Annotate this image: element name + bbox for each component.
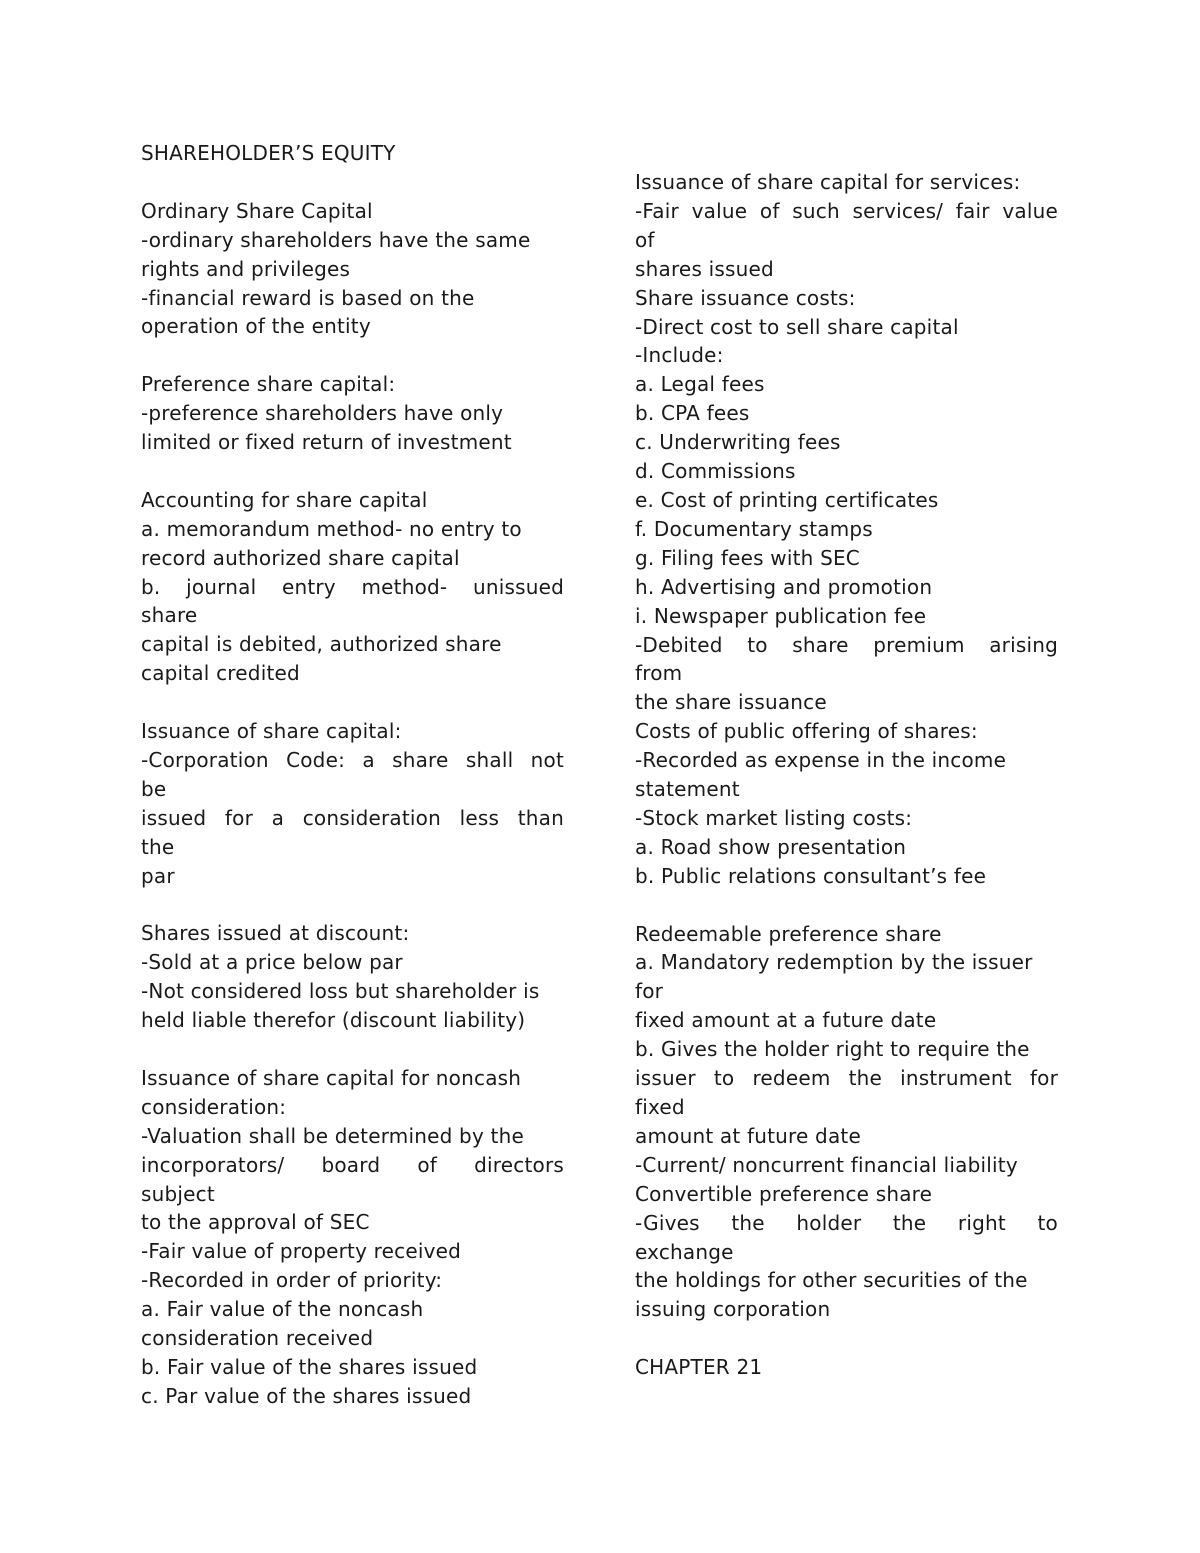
text-line: a. Legal fees [635, 372, 765, 397]
text-line: a. Mandatory redemption by the issuer [635, 950, 1033, 975]
text-line: capital is debited, authorized share [141, 632, 502, 657]
text-line: from [635, 661, 683, 686]
text-line: -ordinary shareholders have the same [141, 227, 531, 252]
text-line: operation of the entity [141, 314, 371, 339]
text-line: CHAPTER 21 [635, 1355, 763, 1380]
text-line: b. Fair value of the shares issued [141, 1354, 478, 1379]
text-line: held liable therefor (discount liability) [141, 1008, 526, 1033]
blank-line [141, 1035, 564, 1064]
text-line: capital credited [141, 661, 300, 686]
text-line: the share issuance [635, 690, 827, 715]
text-line: shares issued [635, 256, 774, 281]
text-line: -Sold at a price below par [141, 950, 403, 975]
text-line: -Not considered loss but shareholder is [141, 979, 540, 1004]
text-line: amount at future date [635, 1123, 861, 1148]
text-line: f. Documentary stamps [635, 516, 873, 541]
text-line: fixed [635, 1094, 685, 1119]
text-line: a. Road show presentation [635, 834, 907, 859]
text-line: b. Public relations consultant’s fee [635, 863, 987, 888]
text-line: be [141, 776, 167, 801]
text-line: incorporators/ board of directors [141, 1152, 564, 1177]
text-line: Shares issued at discount: [141, 921, 410, 946]
text-line: -Current/ noncurrent financial liability [635, 1152, 1018, 1177]
text-line: -Include: [635, 343, 724, 368]
text-line: issuer to redeem the instrument for [635, 1066, 1058, 1091]
text-line: limited or fixed return of investment [141, 430, 512, 455]
text-line: -preference shareholders have only [141, 401, 504, 426]
text-line: Convertible preference share [635, 1181, 933, 1206]
text-line: statement [635, 777, 740, 802]
text-line: -Fair value of such services/ fair value [635, 198, 1058, 223]
blank-line [635, 891, 1058, 920]
text-line: fixed amount at a future date [635, 1008, 937, 1033]
text-line: -Corporation Code: a share shall not [141, 747, 564, 772]
text-line: issued for a consideration less than [141, 805, 564, 830]
text-line: i. Newspaper publication fee [635, 603, 927, 628]
text-line: Issuance of share capital for noncash [141, 1065, 522, 1090]
text-line: Ordinary Share Capital [141, 198, 373, 223]
text-line: Costs of public offering of shares: [635, 719, 978, 744]
text-line: for [635, 979, 664, 1004]
text-line: b. journal entry method- unissued [141, 574, 564, 599]
text-line: -Debited to share premium arising [635, 632, 1058, 657]
text-line: par [141, 863, 175, 888]
text-line: -Stock market listing costs: [635, 805, 913, 830]
text-line: a. Fair value of the noncash [141, 1297, 424, 1322]
right-text-column [635, 168, 1058, 1382]
text-line: rights and privileges [141, 256, 351, 281]
text-line: b. Gives the holder right to require the [635, 1037, 1030, 1062]
text-line: g. Filing fees with SEC [635, 545, 860, 570]
text-line: -Gives the holder the right to [635, 1210, 1058, 1235]
blank-line [141, 457, 564, 486]
blank-line [141, 341, 564, 370]
blank-line [141, 891, 564, 920]
text-line: a. memorandum method- no entry to [141, 516, 522, 541]
text-line: Share issuance costs: [635, 285, 856, 310]
text-line: -Fair value of property received [141, 1239, 462, 1264]
text-line: -Valuation shall be determined by the [141, 1123, 524, 1148]
blank-line [635, 1324, 1058, 1353]
text-line: Accounting for share capital [141, 487, 428, 512]
text-line: Redeemable preference share [635, 921, 942, 946]
text-line: consideration received [141, 1326, 374, 1351]
text-line: share [141, 603, 198, 628]
text-line: consideration: [141, 1094, 287, 1119]
text-line: h. Advertising and promotion [635, 574, 933, 599]
text-line: Issuance of share capital: [141, 719, 402, 744]
text-line: Issuance of share capital for services: [635, 170, 1021, 194]
text-line: SHAREHOLDER’S EQUITY [141, 141, 396, 165]
text-line: e. Cost of printing certificates [635, 487, 939, 512]
text-line: the holdings for other securities of the [635, 1268, 1028, 1293]
text-line: c. Par value of the shares issued [141, 1383, 472, 1408]
text-line: issuing corporation [635, 1297, 831, 1322]
text-line: exchange [635, 1239, 734, 1264]
text-line: Preference share capital: [141, 372, 396, 397]
text-line: to the approval of SEC [141, 1210, 370, 1235]
text-line: -Recorded as expense in the income [635, 748, 1007, 773]
text-line: b. CPA fees [635, 401, 750, 426]
text-line: the [141, 834, 175, 859]
blank-line [141, 688, 564, 717]
text-line: -financial reward is based on the [141, 285, 475, 310]
blank-line [141, 168, 564, 197]
text-line: -Direct cost to sell share capital [635, 314, 959, 339]
text-line: record authorized share capital [141, 545, 460, 570]
text-line: of [635, 227, 655, 252]
text-line: subject [141, 1181, 215, 1206]
text-line: d. Commissions [635, 459, 796, 484]
text-line: -Recorded in order of priority: [141, 1268, 443, 1293]
left-text-column [141, 139, 564, 1411]
text-line: c. Underwriting fees [635, 430, 841, 455]
